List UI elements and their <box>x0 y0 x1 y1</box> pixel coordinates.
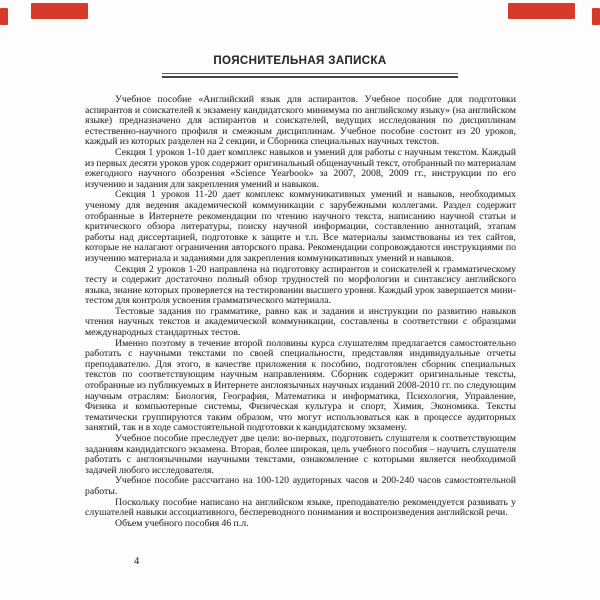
red-scan-artifact-right-edge <box>592 8 600 25</box>
paragraph: Поскольку пособие написано на английском языке, преподавателю рекомендуется развивать у слушателей навыки ассоциативного, беспереводного понимания и воспроизведения английской речи. <box>85 496 516 519</box>
title-double-rule <box>162 73 458 78</box>
page-number: 4 <box>134 556 140 567</box>
paragraph: Секция 1 уроков 11-20 дает комплекс коммуникативных умений и навыков, необходимых ученому для ведения академической коммуникации с зарубежными коллегами. Раздел содержит отобранные в Интернете рекомендации по чтению научного текста, написанию научной статьи и критического обзора литературы, поиску научной информации, составлению аннотаций, этапам работы над диссертацией, подготовке к защите и т.п. Все материалы заимствованы из тех сайтов, которые не налагают ограничения авторского права. Рекомендации сопровождаются инструкциями по изучению материала и заданиями для закрепления коммуникативных умений и навыков. <box>85 189 516 264</box>
paragraph: Секция 1 уроков 1-10 дает комплекс навыков и умений для работы с научным текстом. Каждый из первых десяти уроков урок содержит оригинальный общенаучный текст, отобранный по материалам ежегодного научного обозрения «Science Yearbook» за 2007, 2008, 2009 гг., инструкции по его изучению и задания для закрепления умений и навыков. <box>85 146 516 190</box>
text-block <box>85 95 516 529</box>
paragraph: Тестовые задания по грамматике, равно как и задания и инструкции по развитию навыков чтения научных текстов и академической коммуникации, составлены в соответствии с образцами международных стандартных тестов. <box>85 305 516 339</box>
page-title: ПОЯСНИТЕЛЬНАЯ ЗАПИСКА <box>213 55 387 67</box>
paragraph: Именно поэтому в течение второй половины курса слушателям предлагается самостоятельно работать с научными текстами по своей специальности, представляя индивидуальные отчеты преподавателю. Для этого, в качестве приложения к пособию, подготовлен сборник специальных текстов по соответствующим научным направлениям. Сборник содержит оригинальные тексты, отобранные из публикуемых в Интернете англоязычных научных изданий 2008-2010 гг. по следующим научным отраслям: Биология, География, Математика и информатика, Психология, Управление, Физика и компьютерные системы, Физическая культура и спорт, Химия, Экономика. Тексты тематически группируются таким образом, что могут использоваться как в процессе аудиторных занятий, так и в ходе самостоятельной подготовки к кандидатскому экзамену. <box>85 337 516 434</box>
paragraph: Объем учебного пособия 46 п.л. <box>115 517 249 529</box>
red-scan-artifact-left-edge <box>0 8 8 25</box>
red-scan-artifact-top-right <box>508 3 575 19</box>
paragraph: Учебное пособие преследует две цели: во-первых, подготовить слушателя к соответствующим заданиям кандидатского экзамена. Вторая, более широкая, цель учебного пособия – научить слушателя работать с англоязычными научными текстами, ознакомление с которыми является необходимой задачей любого исследователя. <box>85 433 516 476</box>
paragraph: Учебное пособие рассчитано на 100-120 аудиторных часов и 200-240 часов самостоятельной работы. <box>85 475 516 497</box>
paragraph: Учебное пособие «Английский язык для аспирантов. Учебное пособие для подготовки аспирантов и соискателей к экзамену кандидатского минимума по английскому языку» (на английском языке) предназначено для аспирантов и соискателей, ведущих исследования по дисциплинам естественно-научного профиля и смежным дисциплинам. Учебное пособие состоит из 20 уроков, каждый из которых разделен на 2 секции, и Сборника специальных научных текстов. <box>85 94 516 148</box>
paragraph: Секция 2 уроков 1-20 направлена на подготовку аспирантов и соискателей к грамматическому тесту и содержит достаточно полный обзор трудностей по морфологии и синтаксису английского языка, знание которых проверяется на тестировании высшего уровня. Каждый урок завершается мини-тестом для контроля усвоения грамматического материала. <box>85 263 516 307</box>
red-scan-artifact-top-left <box>31 3 88 19</box>
